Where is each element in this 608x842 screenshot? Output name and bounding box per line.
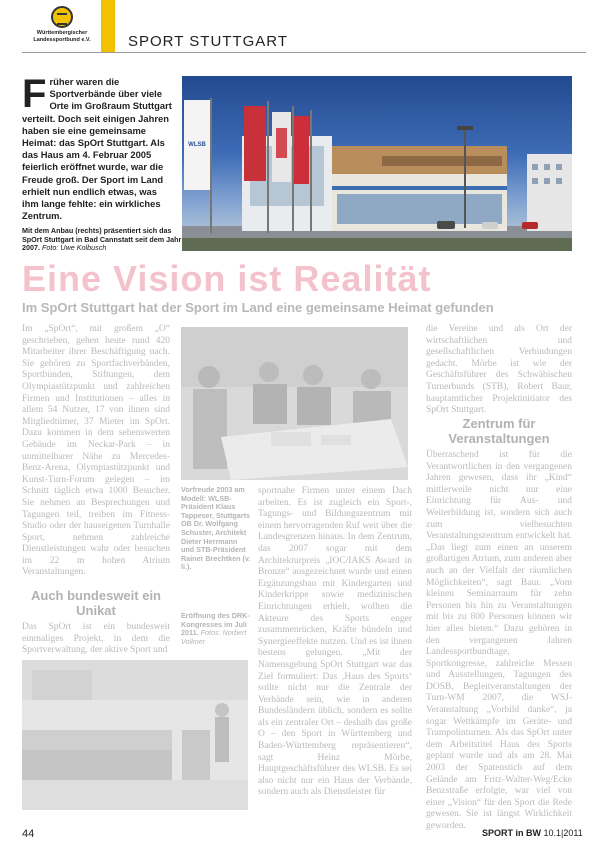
model-photo-caption: Vorfreude 2003 am Modell: WLSB-Präsident Klaus Tappeser, Stuttgarts OB Dr. Wolfgang Schuster, Architekt Dieter Herrmann und STB-Präsident Rainer Brechtken (v. li.). bbox=[181, 485, 251, 572]
congress-photo-caption-text: Eröffnung des DRK-Kongresses im Juli 2011. bbox=[181, 611, 250, 638]
building-illustration bbox=[182, 76, 572, 251]
congress-photo-illustration bbox=[22, 660, 248, 810]
top-photo-caption-text: Mit dem Anbau (rechts) präsentiert sich das SpOrt Stuttgart in Bad Cannstatt seit dem Jahr 2007. bbox=[22, 226, 182, 253]
accent-bar bbox=[101, 0, 115, 52]
intro-dropcap: F bbox=[22, 72, 47, 116]
top-photo-credit: Foto: Uwe Kolbusch bbox=[42, 243, 107, 253]
column-1-paragraph-2: Das SpOrt ist ein bundesweit einmaliges Projekt, in dem die Sportverwaltung, der aktive Sport und bbox=[22, 622, 170, 656]
column-1-paragraph-1: Im „SpOrt“, mit großem „O“ geschrieben, gehen heute rund 420 Mitarbeiter ihrer Beschäftigung nach. Sie gehören zu Sportfachverbänden, Sportbünden, Stiftungen, dem Olympiastützpunkt und zahlreichen Firmen und Institutionen – alles in allem 54 Nutzer, 17 von ihnen sind Mitgliedtümer, 37 Mieter im SpOrt. Dazu kommen in dem sehenswerten Gebäude im Neckar-Park – in unmittelbarer Nähe zu Mercedes-Benz-Arena, Olympiastützpunkt und Kunst-Turn-Forum gelegen – im Schnitt täglich etwa 1000 Besucher. Sie nehmen an Besprechungen und Tagungen teil, treiben im Fitness-Studio oder der hauseigenen Turnhalle Sport, nehmen zahlreiche Dienstleistungen wahr oder besuchen im 22 m hohen Atrium Veranstaltungen. bbox=[22, 324, 170, 578]
article-title: Eine Vision ist Realität bbox=[22, 258, 432, 299]
subhead-veranstaltungen: Zentrum für Veranstaltungen bbox=[448, 416, 550, 446]
column-3-paragraph-1: die Vereine und als Ort der wirtschaftlichen und gesellschaftlichen Verbindungen gedacht. Mörbe ist wie der Geschäftsführer des Schwäbischen Turnerbunds (STB), Robert Baur, hauptamtlicher Projektinitiator des SpOrt Stuttgart. bbox=[426, 324, 572, 416]
subhead-unikat: Auch bundesweit ein Unikat bbox=[30, 588, 161, 618]
model-presentation-photo bbox=[181, 327, 408, 480]
logo-text bbox=[22, 30, 102, 43]
section-title: SPORT STUTTGART bbox=[128, 33, 289, 50]
column-3-paragraph-2: Überraschend ist für die Verantwortlichen in den vergangenen Jahren gewesen, dass ihr „Kind“ mittlerweile nicht nur eine Einrichtung für Aus- und Weiterbildung ist, sondern sich auch zum vielbesuchten Veranstaltungszentrum entwickelt hat. „Das liegt zum einen an unserem großartigen Atrium, zum anderen aber auch an der Vielfalt der räumlichen Möglichkeiten“, sagt Baur. „Vom kleinen Seminarraum für zehn Personen bis hin zu Veranstaltungen mit bis zu 800 Personen können wir hier alles bieten.“ Dazu gehören in den vergangenen Jahren Landessportbundtage, Sportkongresse, zahlreiche Messen und Ausstellungen, Tagungen des DOSB, Begleitveranstaltungen der Turn-WM 2007, die WSJ-Veranstaltung „Vorbild danke“, ja sogar Wettkämpfe im Geräte- und Trampolinturnen. Als das SpOrt unter dem Arbeitstitel Haus des Sports geplant wurde und als am 28. Mai 2003 der Spatenstich auf dem Gelände am Fritz-Walter-Weg/Ecke Benzstraße erfolgte, war viel von einer „Vision“ für den Sport die Rede gewesen. Sie ist längst Wirklichkeit geworden. bbox=[426, 450, 572, 831]
congress-photo-credit: Fotos: Norbert Vollmer bbox=[181, 628, 247, 646]
logo-line-1: Württembergischer bbox=[36, 30, 88, 36]
magazine-title: SPORT in BW bbox=[482, 828, 541, 838]
page-number: 44 bbox=[22, 828, 35, 840]
congress-photo bbox=[22, 660, 248, 810]
wlsb-logo bbox=[22, 6, 102, 50]
article-subtitle: Im SpOrt Stuttgart hat der Sport im Land eine gemeinsame Heimat gefunden bbox=[22, 300, 494, 315]
intro-text bbox=[22, 72, 176, 222]
model-photo-illustration bbox=[181, 327, 408, 480]
wlsb-emblem-icon bbox=[51, 6, 73, 28]
flag-text: WLSB bbox=[188, 142, 206, 148]
magazine-issue: 10.1|2011 bbox=[543, 828, 583, 838]
header-divider bbox=[22, 52, 586, 53]
magazine-name bbox=[482, 828, 583, 838]
top-photo-caption bbox=[22, 227, 182, 253]
building-photo bbox=[182, 76, 572, 251]
column-2-text: sportnahe Firmen unter einem Dach arbeiten. Es ist zugleich ein Sport-, Tagungs- und Bildungszentrum mit einem hervorragenden Ruf weit über die Landesgrenzen hinaus. In dem Zentrum, das 2007 sogar mit dem Architekturpreis „IOC/IAKS Award in Bronze“ ausgezeichnet wurde und einen Ergänzungsbau mit Kindergarten und Kinderkrippe sowie medizinischen Einrichtungen erhielt, wollten die Akteure des Sports enger zusammenrücken, Kräfte bündeln und Synergieeffekte nutzen. Und es ist ihnen bestens gelungen. „Mit der Namensgebung SpOrt Stuttgart war das Ziel formuliert: Das ‚Haus des Sports‘ sollte nicht nur die Zentrale der Verbände sein, wie in anderen Bundesländern üblich, sondern es sollte als ein zentraler Ort – deshalb das große O – den Sport in Württemberg und Baden-Württemberg repräsentieren“, sagt Heinz Mörbe, Hauptgeschäftsführer des WLSB. Es sei also nicht nur ein Haus der Verbände, sondern auch als Dienstleister für bbox=[258, 486, 412, 798]
congress-photo-caption bbox=[181, 612, 251, 646]
logo-line-2: Landessportbund e.V. bbox=[33, 36, 91, 43]
intro-body: rüher waren die Sportverbände über viele Orte im Großraum Stuttgart verteilt. Doch seit einigen Jahren haben sie eine gemeinsame Heimat: das SpOrt Stuttgart. Als das Haus am 4. Februar 2005 feierlich eröffnet wurde, war die Freude groß. Der Sport im Land erhielt nun endlich etwas, was ihm lange fehlte: ein wirkliches Zentrum. bbox=[22, 76, 172, 222]
